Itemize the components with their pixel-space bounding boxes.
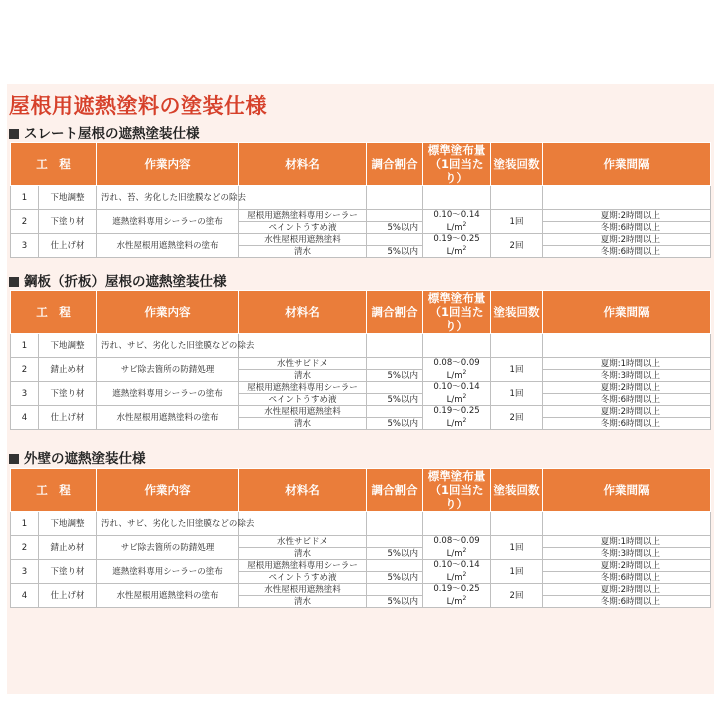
row-coats: 1回: [491, 536, 543, 560]
row-material: ペイントうすめ液: [239, 222, 367, 234]
row-coats: 2回: [491, 234, 543, 258]
section-title-text: 鋼板（折板）屋根の遮熱塗装仕様: [24, 274, 227, 290]
row-ratio: 5%以内: [367, 222, 423, 234]
row-coats: 1回: [491, 382, 543, 406]
row-work: サビ除去箇所の防錆処理: [97, 358, 239, 382]
row-process: 仕上げ材: [39, 234, 97, 258]
section-title-text: スレート屋根の遮熱塗装仕様: [24, 126, 200, 142]
header-material: 材料名: [239, 469, 367, 512]
row-number: 1: [11, 512, 39, 536]
row-rate: 0.19～0.25 $L/m^2$: [423, 584, 491, 608]
section-title-steel: [9, 270, 227, 290]
row-rate: 0.10～0.14 $L/m^2$: [423, 210, 491, 234]
table-row: [11, 406, 711, 418]
row-ratio: 5%以内: [367, 548, 423, 560]
row-process: 下塗り材: [39, 210, 97, 234]
row-number: 1: [11, 186, 39, 210]
row-number: 2: [11, 358, 39, 382]
row-interval-summer: 夏期:2時間以上: [543, 406, 711, 418]
row-material: ペイントうすめ液: [239, 394, 367, 406]
row-coats: 1回: [491, 560, 543, 584]
row-rate: 0.08～0.09 $L/m^2$: [423, 358, 491, 382]
row-ratio: [367, 406, 423, 418]
table-row: [11, 584, 711, 596]
table-row: [11, 358, 711, 370]
row-work: 汚れ、サビ、劣化した旧塗膜などの除去: [97, 334, 239, 358]
row-process: 錆止め材: [39, 358, 97, 382]
header-work: 作業内容: [97, 291, 239, 334]
row-process: 下地調整: [39, 334, 97, 358]
row-ratio: [367, 234, 423, 246]
header-process: 工 程: [11, 291, 97, 334]
row-process: 仕上げ材: [39, 584, 97, 608]
row-ratio: [367, 536, 423, 548]
table-row: [11, 536, 711, 548]
header-work: 作業内容: [97, 143, 239, 186]
row-material: 清水: [239, 596, 367, 608]
header-ratio: 調合割合: [367, 291, 423, 334]
row-ratio: 5%以内: [367, 418, 423, 430]
row-interval-winter: 冬期:6時間以上: [543, 246, 711, 258]
row-rate: 0.08～0.09 $L/m^2$: [423, 536, 491, 560]
row-number: 3: [11, 382, 39, 406]
row-interval-winter: 冬期:6時間以上: [543, 394, 711, 406]
row-work: 遮熱塗料専用シーラーの塗布: [97, 210, 239, 234]
table-row: [11, 186, 711, 210]
header-process: 工 程: [11, 143, 97, 186]
table-header-row: [11, 291, 711, 334]
row-number: 2: [11, 536, 39, 560]
row-process: 下地調整: [39, 186, 97, 210]
row-material: 屋根用遮熱塗料専用シーラー: [239, 560, 367, 572]
row-number: 3: [11, 234, 39, 258]
row-number: 4: [11, 584, 39, 608]
row-work: 汚れ、サビ、劣化した旧塗膜などの除去: [97, 512, 239, 536]
row-material: 水性サビドメ: [239, 358, 367, 370]
row-material: 水性屋根用遮熱塗料: [239, 584, 367, 596]
header-coats: 塗装回数: [491, 469, 543, 512]
row-interval-winter: 冬期:6時間以上: [543, 596, 711, 608]
section-title-slate: [9, 122, 200, 142]
row-work: 汚れ、苔、劣化した旧塗膜などの除去: [97, 186, 239, 210]
row-interval-summer: 夏期:2時間以上: [543, 584, 711, 596]
table-row: [11, 560, 711, 572]
section-title-wall: [9, 447, 146, 467]
row-coats: 2回: [491, 406, 543, 430]
row-rate: 0.10～0.14 $L/m^2$: [423, 382, 491, 406]
header-rate: 標準塗布量 （1回当たり）: [423, 143, 491, 186]
header-rate: 標準塗布量 （1回当たり）: [423, 291, 491, 334]
row-work: 遮熱塗料専用シーラーの塗布: [97, 382, 239, 406]
row-material: 水性屋根用遮熱塗料: [239, 234, 367, 246]
section-title-text: 外壁の遮熱塗装仕様: [24, 451, 146, 467]
row-rate: 0.19～0.25 $L/m^2$: [423, 234, 491, 258]
row-interval-winter: 冬期:6時間以上: [543, 222, 711, 234]
table-row: [11, 382, 711, 394]
row-work: 水性屋根用遮熱塗料の塗布: [97, 584, 239, 608]
table-header-row: [11, 469, 711, 512]
square-bullet-icon: [9, 129, 19, 139]
row-interval-winter: 冬期:3時間以上: [543, 548, 711, 560]
spec-page: [7, 84, 714, 694]
row-interval-summer: 夏期:2時間以上: [543, 234, 711, 246]
row-material: 屋根用遮熱塗料専用シーラー: [239, 382, 367, 394]
row-material: 清水: [239, 370, 367, 382]
row-work: 水性屋根用遮熱塗料の塗布: [97, 234, 239, 258]
table-header-row: [11, 143, 711, 186]
spec-table-slate: [10, 142, 711, 258]
row-ratio: [367, 584, 423, 596]
row-process: 仕上げ材: [39, 406, 97, 430]
row-ratio: [367, 358, 423, 370]
row-coats: 2回: [491, 584, 543, 608]
row-work: サビ除去箇所の防錆処理: [97, 536, 239, 560]
header-interval: 作業間隔: [543, 143, 711, 186]
row-ratio: 5%以内: [367, 370, 423, 382]
row-interval-summer: 夏期:1時間以上: [543, 536, 711, 548]
row-ratio: [367, 210, 423, 222]
table-row: [11, 234, 711, 246]
square-bullet-icon: [9, 454, 19, 464]
row-material: 清水: [239, 246, 367, 258]
header-interval: 作業間隔: [543, 469, 711, 512]
row-process: 錆止め材: [39, 536, 97, 560]
row-work: 遮熱塗料専用シーラーの塗布: [97, 560, 239, 584]
row-interval-summer: 夏期:2時間以上: [543, 560, 711, 572]
row-material: 水性サビドメ: [239, 536, 367, 548]
row-ratio: 5%以内: [367, 246, 423, 258]
row-ratio: [367, 560, 423, 572]
row-interval-summer: 夏期:2時間以上: [543, 382, 711, 394]
row-coats: 1回: [491, 210, 543, 234]
row-material: 清水: [239, 418, 367, 430]
header-interval: 作業間隔: [543, 291, 711, 334]
table-row: [11, 334, 711, 358]
header-work: 作業内容: [97, 469, 239, 512]
row-interval-winter: 冬期:3時間以上: [543, 370, 711, 382]
square-bullet-icon: [9, 277, 19, 287]
spec-table-wall: [10, 468, 711, 608]
row-number: 1: [11, 334, 39, 358]
header-process: 工 程: [11, 469, 97, 512]
row-rate: 0.10～0.14 $L/m^2$: [423, 560, 491, 584]
row-number: 4: [11, 406, 39, 430]
page-title: 屋根用遮熱塗料の塗装仕様: [9, 94, 267, 118]
header-coats: 塗装回数: [491, 291, 543, 334]
row-interval-winter: 冬期:6時間以上: [543, 572, 711, 584]
row-material: ペイントうすめ液: [239, 572, 367, 584]
row-material: 水性屋根用遮熱塗料: [239, 406, 367, 418]
row-process: 下塗り材: [39, 560, 97, 584]
header-coats: 塗装回数: [491, 143, 543, 186]
row-work: 水性屋根用遮熱塗料の塗布: [97, 406, 239, 430]
table-row: [11, 210, 711, 222]
header-material: 材料名: [239, 143, 367, 186]
header-ratio: 調合割合: [367, 469, 423, 512]
row-interval-summer: 夏期:1時間以上: [543, 358, 711, 370]
row-ratio: 5%以内: [367, 596, 423, 608]
header-rate: 標準塗布量 （1回当たり）: [423, 469, 491, 512]
row-material: 屋根用遮熱塗料専用シーラー: [239, 210, 367, 222]
table-row: [11, 512, 711, 536]
row-process: 下地調整: [39, 512, 97, 536]
row-interval-winter: 冬期:6時間以上: [543, 418, 711, 430]
row-ratio: [367, 382, 423, 394]
row-material: 清水: [239, 548, 367, 560]
row-rate: 0.19～0.25 $L/m^2$: [423, 406, 491, 430]
spec-table-steel: [10, 290, 711, 430]
row-ratio: 5%以内: [367, 394, 423, 406]
header-ratio: 調合割合: [367, 143, 423, 186]
row-number: 3: [11, 560, 39, 584]
row-coats: 1回: [491, 358, 543, 382]
row-process: 下塗り材: [39, 382, 97, 406]
row-interval-summer: 夏期:2時間以上: [543, 210, 711, 222]
row-number: 2: [11, 210, 39, 234]
row-ratio: 5%以内: [367, 572, 423, 584]
header-material: 材料名: [239, 291, 367, 334]
